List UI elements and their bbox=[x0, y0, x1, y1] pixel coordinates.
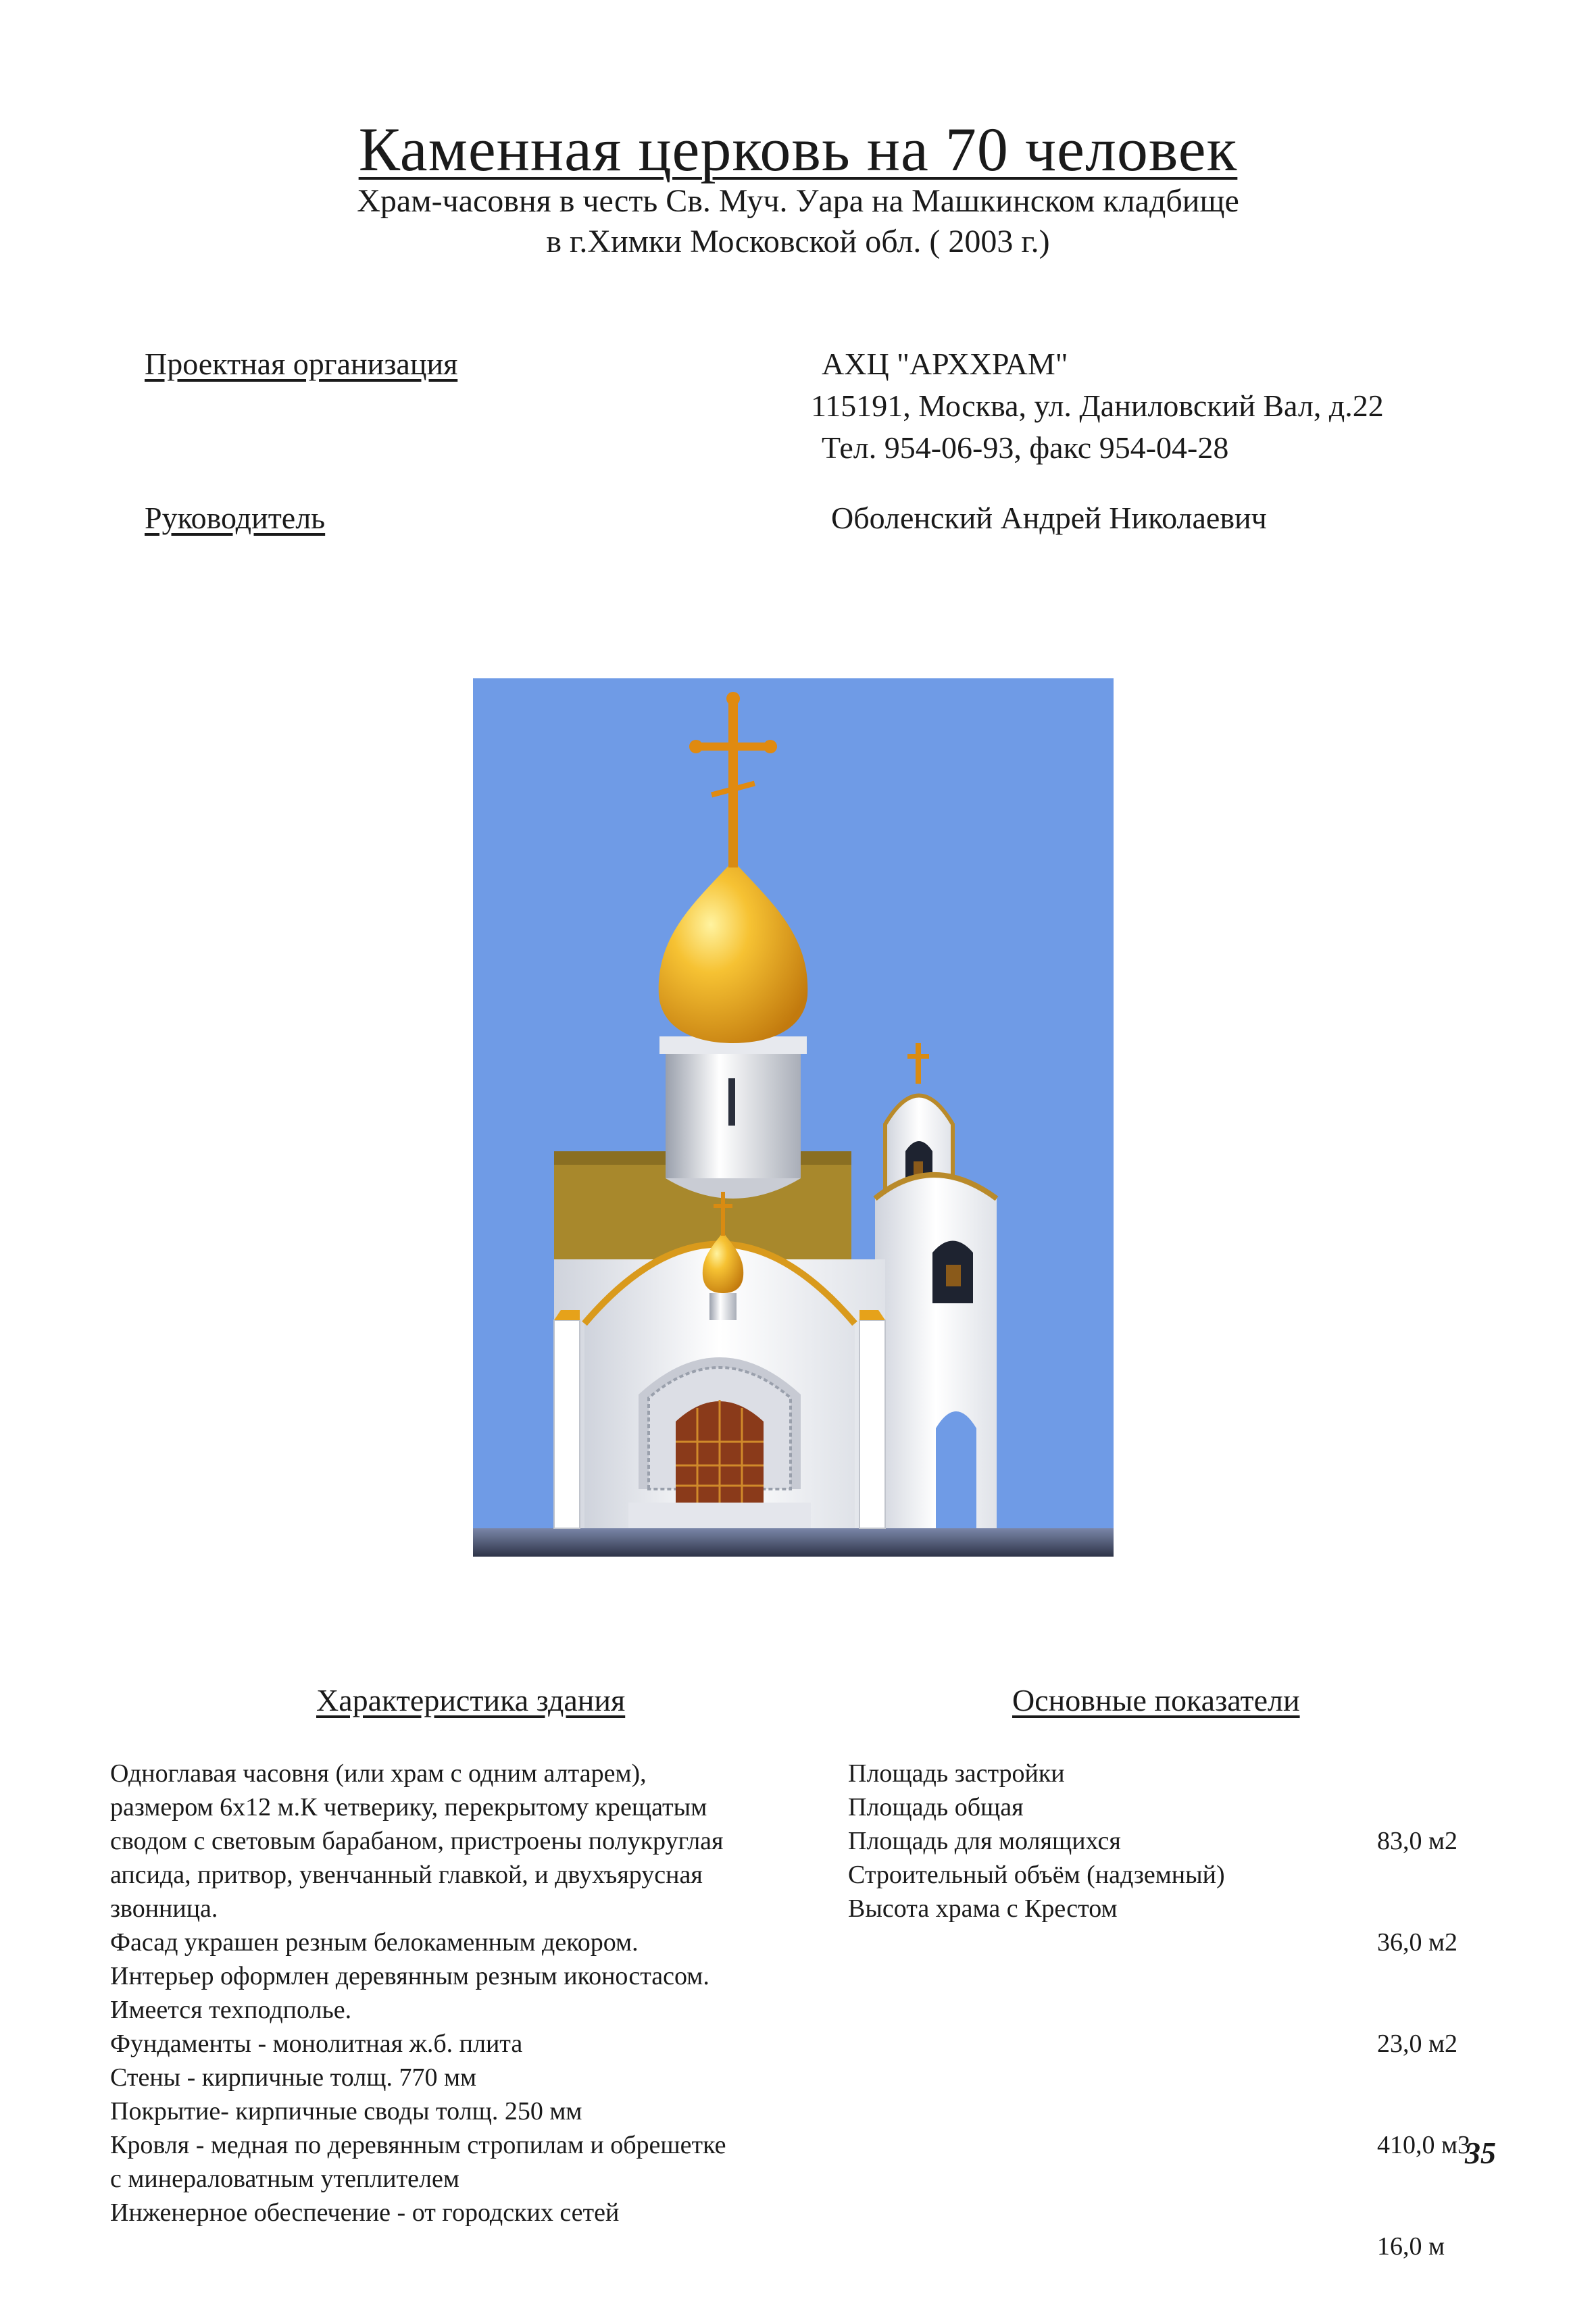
description-line: с минераловатным утеплителем bbox=[110, 2165, 459, 2193]
description-line: Одноглавая часовня (или храм с одним алтарем), bbox=[110, 1759, 647, 1788]
church-illustration bbox=[473, 678, 1114, 1557]
org-phone: Тел. 954-06-93, факс 954-04-28 bbox=[822, 430, 1229, 465]
indicators-heading: Основные показатели bbox=[1012, 1683, 1300, 1717]
description-line: размером 6х12 м.К четверику, перекрытому крещатым bbox=[110, 1793, 707, 1821]
description-line: Стены - кирпичные толщ. 770 мм bbox=[110, 2063, 477, 2092]
description-line: Фундаменты - монолитная ж.б. плита bbox=[110, 2030, 523, 2058]
head-label: Руководитель bbox=[145, 501, 326, 535]
description-line: Фасад украшен резным белокаменным декором. bbox=[110, 1928, 639, 1957]
indicator-value: 36,0 м2 bbox=[1377, 1928, 1458, 1957]
indicator-name: Площадь застройки bbox=[848, 1759, 1065, 1788]
page-title: Каменная церковь на 70 человек bbox=[358, 115, 1238, 184]
description-line: апсида, притвор, увенчанный главкой, и двухъярусная bbox=[110, 1861, 703, 1889]
characteristics-heading: Характеристика здания bbox=[316, 1683, 626, 1717]
indicator-name: Строительный объём (надземный) bbox=[848, 1861, 1225, 1889]
description-line: Имеется техподполье. bbox=[110, 1996, 352, 2024]
characteristics-text bbox=[110, 1757, 853, 2230]
subtitle-line-2: в г.Химки Московской обл. ( 2003 г.) bbox=[546, 224, 1050, 259]
indicator-value: 83,0 м2 bbox=[1377, 1827, 1458, 1855]
indicators-values bbox=[1377, 1757, 1512, 2297]
description-line: Покрытие- кирпичные своды толщ. 250 мм bbox=[110, 2097, 582, 2126]
description-line: Кровля - медная по деревянным стропилам и обрешетке bbox=[110, 2131, 726, 2159]
page-number: 35 bbox=[1465, 2136, 1496, 2170]
description-line: Инженерное обеспечение - от городских сетей bbox=[110, 2198, 620, 2227]
indicator-value: 410,0 м3 bbox=[1377, 2131, 1471, 2159]
ground bbox=[473, 1528, 1114, 1557]
description-line: Интерьер оформлен деревянным резным иконостасом. bbox=[110, 1962, 709, 1990]
org-label: Проектная организация bbox=[145, 347, 458, 381]
org-name: АХЦ "АРХХРАМ" bbox=[822, 347, 1068, 381]
indicator-value: 16,0 м bbox=[1377, 2232, 1445, 2261]
description-line: звонница. bbox=[110, 1894, 218, 1923]
subtitle-line-1: Храм-часовня в честь Св. Муч. Уара на Машкинском кладбище bbox=[357, 183, 1239, 219]
org-address: 115191, Москва, ул. Даниловский Вал, д.22 bbox=[811, 388, 1384, 423]
head-name: Оболенский Андрей Николаевич bbox=[831, 501, 1267, 535]
indicator-name: Высота храма с Крестом bbox=[848, 1894, 1118, 1923]
indicators-names bbox=[848, 1757, 1225, 1926]
indicator-value: 23,0 м2 bbox=[1377, 2030, 1458, 2058]
description-line: сводом с световым барабаном, пристроены полукруглая bbox=[110, 1827, 724, 1855]
indicator-name: Площадь общая bbox=[848, 1793, 1024, 1821]
indicator-name: Площадь для молящихся bbox=[848, 1827, 1121, 1855]
